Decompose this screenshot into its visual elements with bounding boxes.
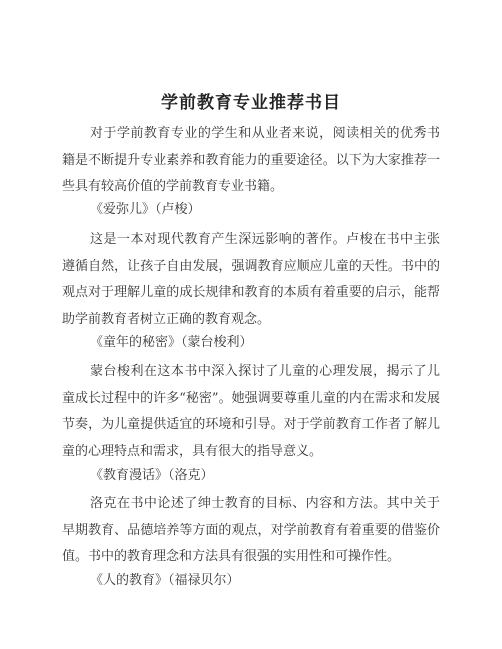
book-heading-education-of-man: 《人的教育》（福禄贝尔） [90,573,240,588]
book-description-secret-of-childhood: 蒙台梭利在这本书中深入探讨了儿童的心理发展，揭示了儿童成长过程中的许多“秘密”。她强调要尊重儿童的内在需求和发展节奏，为儿童提供适宜的环境和引导。对于学前教育工作者了解儿童的心理特点和需求，具有很大的指导意义。 [62,364,440,459]
book-heading-secret-of-childhood: 《童年的秘密》（蒙台梭利） [90,335,253,350]
document-title: 学前教育专业推荐书目 [161,93,341,113]
intro-paragraph: 对于学前教育专业的学生和从业者来说，阅读相关的优秀书籍是不断提升专业素养和教育能力的重要途径。以下为大家推荐一些具有较高价值的学前教育专业书籍。 [62,126,440,194]
book-heading-thoughts-on-education: 《教育漫话》（洛克） [90,468,214,483]
book-description-emile: 这是一本对现代教育产生深远影响的著作。卢梭在书中主张遵循自然，让孩子自由发展，强调教育应顺应儿童的天性。书中的观点对于理解儿童的成长规律和教育的本质有着重要的启示，能帮助学前教育者树立正确的教育观念。 [62,232,440,327]
book-heading-emile: 《爱弥儿》（卢梭） [90,202,201,217]
book-description-thoughts-on-education: 洛克在书中论述了绅士教育的目标、内容和方法。其中关于早期教育、品德培养等方面的观点，对学前教育有着重要的借鉴价值。书中的教育理念和方法具有很强的实用性和可操作性。 [62,496,440,564]
